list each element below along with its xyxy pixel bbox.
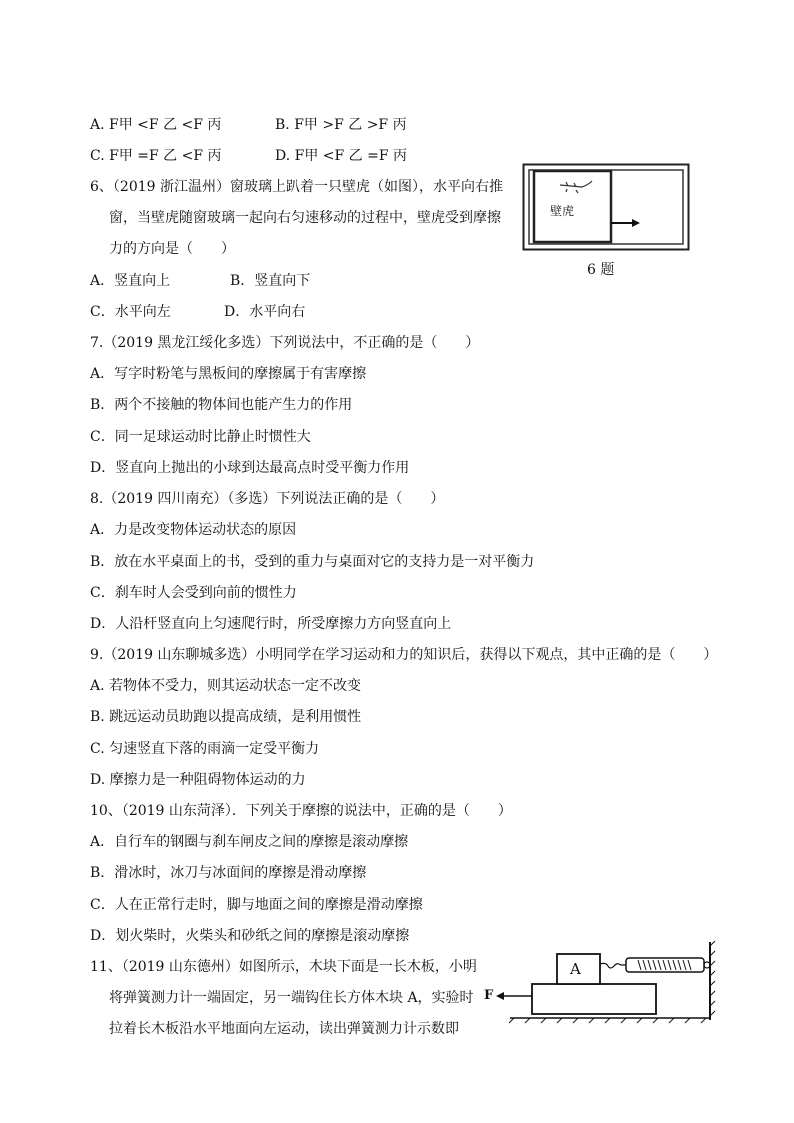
q7-option-b: B．两个不接触的物体间也能产生力的作用	[90, 397, 353, 413]
q11-block-label: A	[570, 960, 581, 978]
q6-option-b: B．竖直向下	[230, 273, 311, 289]
long-board	[532, 984, 656, 1014]
q10-option-d: D．划火柴时，火柴头和砂纸之间的摩擦是滚动摩擦	[90, 928, 410, 944]
q11-force-label: F	[484, 988, 494, 1003]
q6-option-d: D．水平向右	[224, 304, 306, 320]
q9-option-a: A. 若物体不受力，则其运动状态一定不改变	[90, 678, 362, 694]
q9-option-c: C. 匀速竖直下落的雨滴一定受平衡力	[90, 741, 320, 757]
q7-stem: 7.（2019 黑龙江绥化多选）下列说法中，不正确的是（ ）	[90, 335, 480, 351]
q8-option-d: D．人沿杆竖直向上匀速爬行时，所受摩擦力方向竖直向上	[90, 616, 452, 632]
q11-stem-line1: 11、（2019 山东德州）如图所示，木块下面是一长木板，小明	[90, 959, 477, 975]
q8-option-b: B．放在水平桌面上的书，受到的重力与桌面对它的支持力是一对平衡力	[90, 554, 535, 570]
q10-option-b: B．滑冰时，冰刀与冰面间的摩擦是滑动摩擦	[90, 865, 367, 881]
q7-option-d: D．竖直向上抛出的小球到达最高点时受平衡力作用	[90, 460, 410, 476]
q8-option-c: C．刹车时人会受到向前的惯性力	[90, 585, 297, 601]
q5-option-b: B. F甲 >F 乙 >F 丙	[275, 117, 407, 133]
q6-stem-line3: 力的方向是（ ）	[109, 241, 235, 257]
q9-stem: 9.（2019 山东聊城多选）小明同学在学习运动和力的知识后，获得以下观点，其中正确的是（ ）	[90, 647, 718, 663]
q9-option-d: D. 摩擦力是一种阻碍物体运动的力	[90, 772, 306, 788]
q6-stem-line2: 窗，当壁虎随窗玻璃一起向右匀速移动的过程中，壁虎受到摩擦	[109, 210, 501, 226]
q8-option-a: A．力是改变物体运动状态的原因	[90, 522, 297, 538]
q6-stem-line1: 6、（2019 浙江温州）窗玻璃上趴着一只壁虎（如图），水平向右推	[90, 179, 503, 195]
q7-option-a: A．写字时粉笔与黑板间的摩擦属于有害摩擦	[90, 366, 367, 382]
q6-figure-caption: 6 题	[587, 262, 615, 278]
q6-window-figure	[522, 163, 690, 251]
q10-option-a: A．自行车的钢圈与刹车闸皮之间的摩擦是滚动摩擦	[90, 834, 409, 850]
q6-option-c: C．水平向左	[90, 304, 171, 320]
q8-stem: 8.（2019 四川南充）（多选）下列说法正确的是（ ）	[90, 491, 445, 507]
pull-arrow-head	[496, 992, 504, 1000]
hook-string	[600, 963, 626, 968]
q5-option-a: A. F甲 <F 乙 <F 丙	[90, 117, 222, 133]
q5-option-d: D. F甲 <F 乙 =F 丙	[275, 148, 408, 164]
q11-spring-scale-figure	[480, 938, 716, 1026]
q6-option-a: A．竖直向上	[90, 273, 171, 289]
q11-stem-line3: 拉着长木板沿水平地面向左运动，读出弹簧测力计示数即	[109, 1021, 459, 1037]
q10-option-c: C．人在正常行走时，脚与地面之间的摩擦是滑动摩擦	[90, 897, 423, 913]
q6-figure-label: 壁虎	[550, 204, 575, 218]
q5-option-c: C. F甲 =F 乙 <F 丙	[90, 148, 222, 164]
q11-stem-line2: 将弹簧测力计一端固定，另一端钩住长方体木块 A，实验时	[109, 990, 474, 1006]
q9-option-b: B. 跳远运动员助跑以提高成绩，是利用惯性	[90, 709, 362, 725]
q10-stem: 10、（2019 山东菏泽）．下列关于摩擦的说法中，正确的是（ ）	[90, 803, 512, 819]
q7-option-c: C．同一足球运动时比静止时惯性大	[90, 429, 311, 445]
